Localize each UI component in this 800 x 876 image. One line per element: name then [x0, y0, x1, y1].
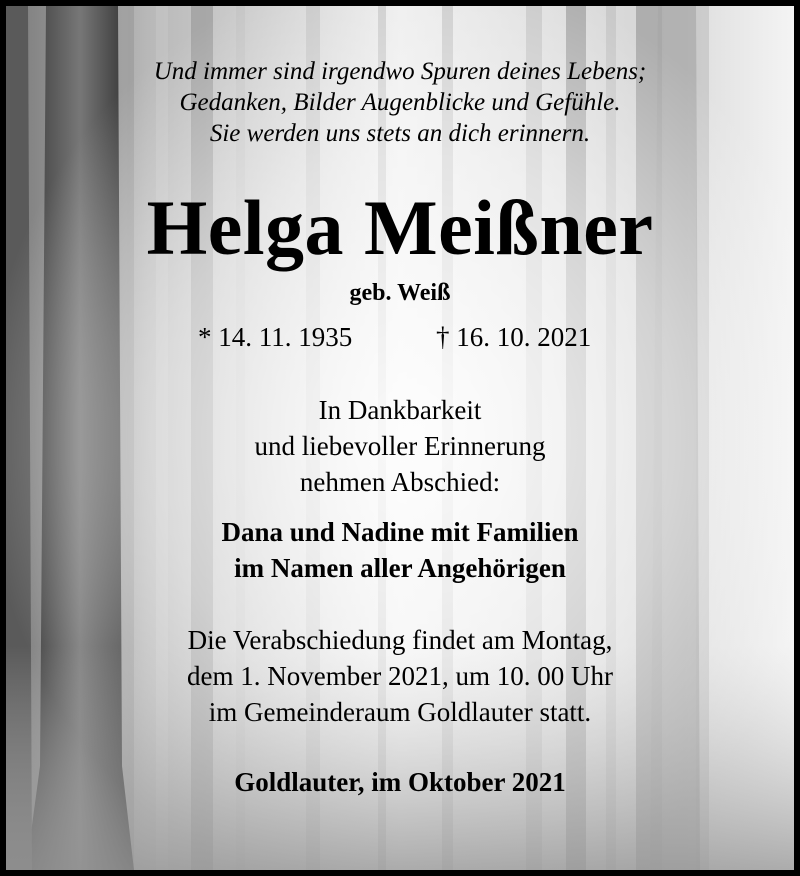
service-line: im Gemeinderaum Goldlauter statt. [208, 697, 592, 727]
notice-text [6, 6, 794, 870]
birth-date: * 14. 11. 1935 [198, 322, 353, 352]
service-line: Die Verabschiedung findet am Montag, [187, 625, 613, 655]
death-date: † 16. 10. 2021 [436, 322, 592, 352]
service-line: dem 1. November 2021, um 10. 00 Uhr [187, 661, 613, 691]
poem-line: Gedanken, Bilder Augenblicke und Gefühle. [179, 89, 621, 116]
memorial-poem [6, 56, 794, 149]
thanks-line: nehmen Abschied: [299, 467, 501, 497]
thanks-line: und liebevoller Erinnerung [254, 431, 546, 461]
poem-line: Und immer sind irgendwo Spuren deines Lebens; [153, 58, 647, 85]
thanks-line: In Dankbarkeit [318, 395, 482, 425]
deceased-name: Helga Meißner [146, 184, 654, 271]
mourners-line: Dana und Nadine mit Familien [221, 517, 579, 547]
mourners-line: im Namen aller Angehörigen [234, 553, 566, 583]
maiden-name: geb. Weiß [349, 280, 451, 306]
service-info [6, 622, 794, 730]
mourners [6, 514, 794, 586]
thanks-text [6, 392, 794, 500]
poem-line: Sie werden uns stets an dich erinnern. [209, 120, 591, 147]
place-and-date: Goldlauter, im Oktober 2021 [234, 767, 566, 797]
